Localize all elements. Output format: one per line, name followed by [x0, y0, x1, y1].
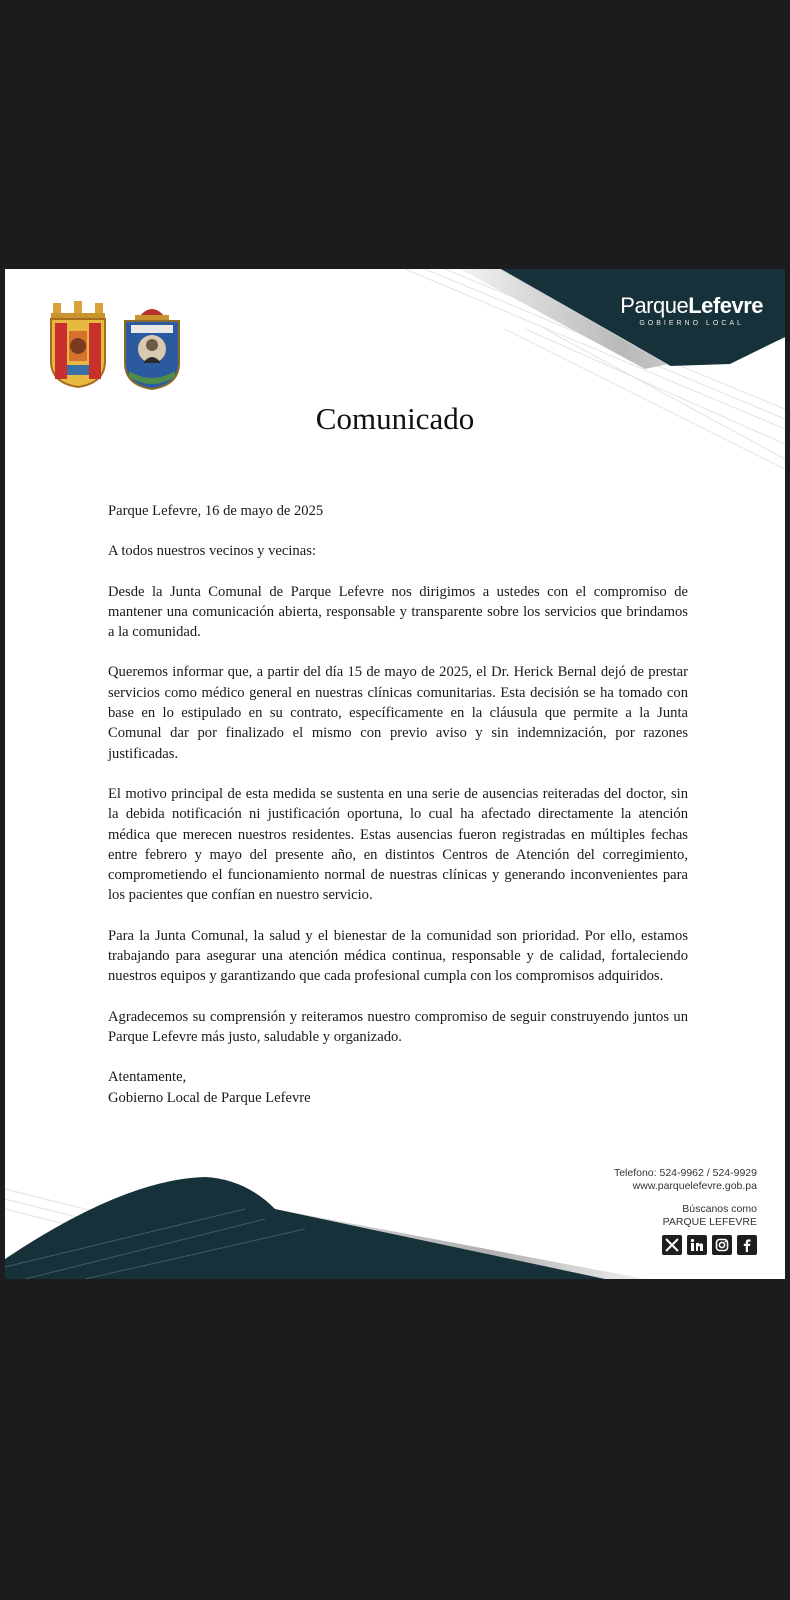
find-us-line-2: PARQUE LEFEVRE: [662, 1216, 757, 1228]
paragraph-2: Queremos informar que, a partir del día 15 de mayo de 2025, el Dr. Herick Bernal dejó de prestar servicios como médico general en nuestras clínicas comunitarias. Esta decisión se ha tomado con base en lo estipulado en su contrato, específicamente en la cláusula que permite a la Junta Comunal dar por finalizado el mismo con previo aviso y sin indemnización, por razones justificadas.: [108, 664, 688, 762]
website-url[interactable]: www.parquelefevre.gob.pa: [632, 1180, 757, 1192]
x-icon[interactable]: [662, 1235, 682, 1255]
find-us-line-1: Búscanos como: [682, 1203, 757, 1215]
social-icons: [662, 1235, 757, 1255]
paragraph-4: Para la Junta Comunal, la salud y el bienestar de la comunidad son prioridad. Por ello, estamos trabajando para asegurar una atención médica continua, responsable y de calidad, fortaleciendo nuestros equipos y garantizando que cada profesional cumpla con los compromisos adquiridos.: [108, 927, 688, 985]
paragraph-1: Desde la Junta Comunal de Parque Lefevre nos dirigimos a ustedes con el compromiso de mantener una comunicación abierta, responsable y transparente sobre los servicios que brindamos a la comunidad.: [108, 583, 688, 641]
brand-logo: [620, 295, 763, 327]
brand-name-regular: Parque: [620, 293, 689, 318]
facebook-icon[interactable]: [737, 1235, 757, 1255]
brand-subtitle: GOBIERNO LOCAL: [639, 320, 744, 327]
junta-comunal-emblem-icon: [121, 301, 183, 393]
municipal-coat-of-arms-icon: [47, 301, 109, 389]
page-title: Comunicado: [315, 401, 475, 436]
paragraph-5: Agradecemos su comprensión y reiteramos nuestro compromiso de seguir construyendo juntos un Parque Lefevre más justo, saludable y organizado.: [108, 1008, 688, 1045]
closing: Atentamente,: [108, 1069, 187, 1086]
paragraph-3: El motivo principal de esta medida se sustenta en una serie de ausencias reiteradas del doctor, sin la debida notificación ni justificación oportuna, lo cual ha afectado directamente la atención médica que merecen nuestros residentes. Estas ausencias fueron registradas en múltiples fechas entre febrero y mayo del presente año, en distintos Centros de Atención del corregimiento, comprometiendo el funcionamiento normal de nuestras clínicas y generando inconvenientes para los pacientes que confían en nuestro servicio.: [108, 785, 688, 904]
document-page: [5, 269, 785, 1279]
contact-block: [614, 1167, 757, 1229]
signature-block: [108, 1067, 688, 1108]
instagram-icon[interactable]: [712, 1235, 732, 1255]
brand-name-bold: Lefevre: [688, 293, 763, 318]
phone-number: Telefono: 524-9962 / 524-9929: [613, 1167, 757, 1179]
signature: Gobierno Local de Parque Lefevre: [108, 1089, 311, 1106]
letter-body: [108, 501, 688, 1108]
greeting: A todos nuestros vecinos y vecinas:: [108, 543, 316, 560]
date-line: Parque Lefevre, 16 de mayo de 2025: [108, 503, 324, 519]
linkedin-icon[interactable]: [687, 1235, 707, 1255]
